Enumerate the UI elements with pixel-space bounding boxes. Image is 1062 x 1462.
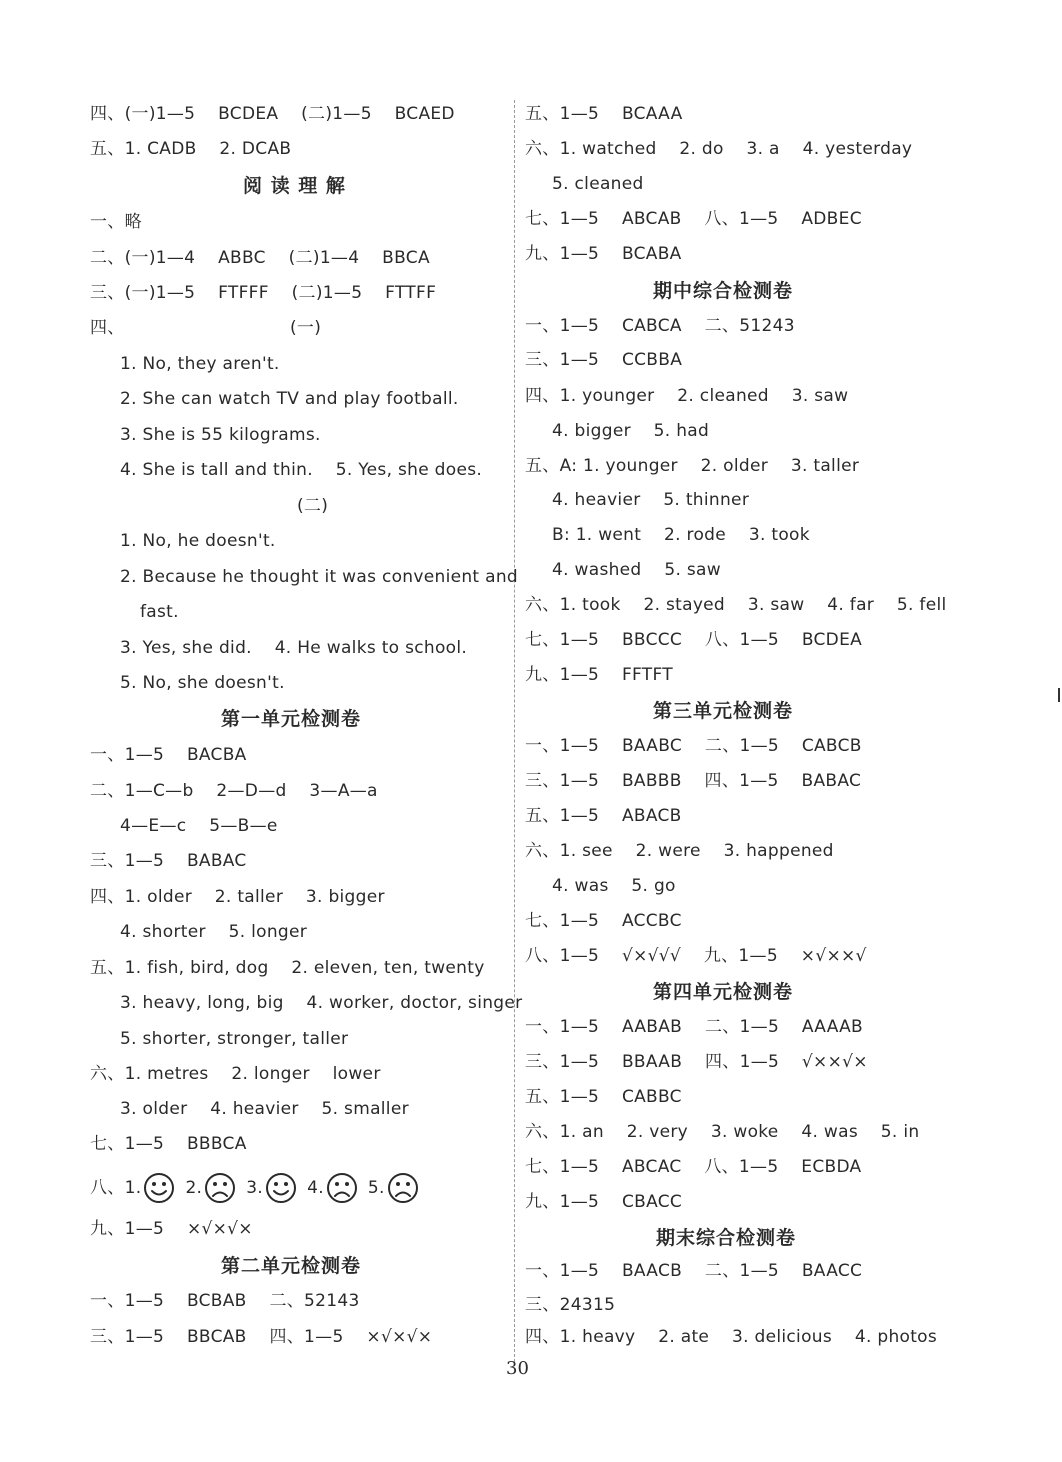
- answer-line: 六、1. an 2. very 3. woke 4. was 5. in: [525, 1122, 920, 1142]
- item-number: 4.: [307, 1178, 324, 1198]
- answer-line: 七、1—5 BBCCC 八、1—5 BCDEA: [525, 630, 863, 650]
- page-number: 30: [506, 1358, 529, 1379]
- answer-line: 六、1. see 2. were 3. happened: [525, 841, 834, 861]
- item-number: 1.: [124, 1178, 142, 1198]
- answer-line: 六、1. took 2. stayed 3. saw 4. far 5. fell: [525, 595, 947, 615]
- answer-line: 五、1. fish, bird, dog 2. eleven, ten, twenty: [90, 958, 485, 978]
- answer-line: 四、1. heavy 2. ate 3. delicious 4. photos: [525, 1327, 938, 1347]
- answer-line: 5. cleaned: [552, 174, 644, 194]
- answer-line: 1. No, he doesn't.: [120, 531, 276, 551]
- answer-line: 4. bigger 5. had: [552, 421, 710, 441]
- answer-line: 1. No, they aren't.: [120, 354, 280, 374]
- answer-line: 4. shorter 5. longer: [120, 922, 308, 942]
- answer-line: 一、1—5 BACBA: [90, 745, 247, 765]
- answer-line: 五、1—5 BCAAA: [525, 104, 683, 124]
- answer-line: 4—E—c 5—B—e: [120, 816, 278, 836]
- answer-line: 4. was 5. go: [552, 876, 676, 896]
- answer-line: 七、1—5 ABCAB 八、1—5 ADBEC: [525, 209, 862, 229]
- answer-line: 六、1. metres 2. longer lower: [90, 1064, 381, 1084]
- answer-line: 九、1—5 ×√×√×: [90, 1219, 253, 1239]
- answer-line: 九、1—5 BCABA: [525, 244, 682, 264]
- answer-line: 七、1—5 BBBCA: [90, 1134, 247, 1154]
- answer-line: 二、1—C—b 2—D—d 3—A—a: [90, 781, 378, 801]
- answer-line: 一、1—5 BAABC 二、1—5 CABCB: [525, 736, 862, 756]
- answer-line: 四、: [90, 318, 125, 338]
- section-heading: 期中综合检测卷: [653, 280, 794, 302]
- answer-line: 五、1. CADB 2. DCAB: [90, 139, 292, 159]
- answer-line: 九、1—5 FFTFT: [525, 665, 673, 685]
- section-heading: 期末综合检测卷: [656, 1227, 797, 1249]
- answer-line: fast.: [140, 602, 179, 622]
- answer-line: 3. older 4. heavier 5. smaller: [120, 1099, 409, 1119]
- section-heading: 第三单元检测卷: [653, 700, 794, 722]
- section-heading: 第四单元检测卷: [653, 981, 794, 1003]
- answer-line: 4. heavier 5. thinner: [552, 490, 750, 510]
- answer-line: 一、1—5 CABCA 二、51243: [525, 316, 795, 336]
- answer-line: 5. shorter, stronger, taller: [120, 1029, 349, 1049]
- answer-line: 一、1—5 BCBAB 二、52143: [90, 1291, 360, 1311]
- question-number: 八、: [90, 1178, 125, 1198]
- answer-line: 四、1. younger 2. cleaned 3. saw: [525, 386, 849, 406]
- answer-line: 4. washed 5. saw: [552, 560, 721, 580]
- answer-line: 三、1—5 BBAAB 四、1—5 √××√×: [525, 1052, 868, 1072]
- answer-line: 三、1—5 BABBB 四、1—5 BABAC: [525, 771, 862, 791]
- answer-line: 三、1—5 BABAC: [90, 851, 247, 871]
- answer-line: 2. Because he thought it was convenient and: [120, 567, 518, 587]
- answer-line: 5. No, she doesn't.: [120, 673, 285, 693]
- answer-line: (二): [297, 496, 329, 516]
- section-heading: 第二单元检测卷: [221, 1255, 362, 1277]
- answer-line: B: 1. went 2. rode 3. took: [552, 525, 810, 545]
- answer-line: 七、1—5 ABCAC 八、1—5 ECBDA: [525, 1157, 862, 1177]
- item-number: 5.: [367, 1178, 385, 1198]
- section-heading: 阅 读 理 解: [243, 175, 346, 197]
- answer-line: 七、1—5 ACCBC: [525, 911, 682, 931]
- answer-line: 三、24315: [525, 1295, 616, 1315]
- answer-line: 六、1. watched 2. do 3. a 4. yesterday: [525, 139, 913, 159]
- answer-line: 三、1—5 CCBBA: [525, 350, 683, 370]
- answer-line: 五、1—5 CABBC: [525, 1087, 682, 1107]
- answer-line: 四、(一)1—5 BCDEA (二)1—5 BCAED: [90, 104, 455, 124]
- answer-line: 九、1—5 CBACC: [525, 1192, 683, 1212]
- answer-line: 一、1—5 BAACB 二、1—5 BAACC: [525, 1261, 863, 1281]
- answer-line: 二、(一)1—4 ABBC (二)1—4 BBCA: [90, 248, 430, 268]
- answer-line: 3. heavy, long, big 4. worker, doctor, singer: [120, 993, 523, 1013]
- section-heading: 第一单元检测卷: [221, 708, 362, 730]
- answer-line: 三、1—5 BBCAB 四、1—5 ×√×√×: [90, 1327, 433, 1347]
- answer-line: 4. She is tall and thin. 5. Yes, she does.: [120, 460, 483, 480]
- answer-line: 五、1—5 ABACB: [525, 806, 682, 826]
- answer-line: 一、1—5 AABAB 二、1—5 AAAAB: [525, 1017, 863, 1037]
- answer-line: 2. She can watch TV and play football.: [120, 389, 459, 409]
- answer-line: (一): [290, 318, 322, 338]
- answer-line: 3. Yes, she did. 4. He walks to school.: [120, 638, 468, 658]
- edge-mark: [1058, 688, 1060, 702]
- answer-line: 一、略: [90, 212, 142, 232]
- item-number: 3.: [246, 1178, 264, 1198]
- item-number: 2.: [185, 1178, 203, 1198]
- answer-line: 3. She is 55 kilograms.: [120, 425, 321, 445]
- answer-line: 三、(一)1—5 FTFFF (二)1—5 FTTFF: [90, 283, 437, 303]
- answer-line: 八、1—5 √×√√√ 九、1—5 ×√××√: [525, 946, 867, 966]
- answer-line: 五、A: 1. younger 2. older 3. taller: [525, 456, 860, 476]
- answer-line: 四、1. older 2. taller 3. bigger: [90, 887, 385, 907]
